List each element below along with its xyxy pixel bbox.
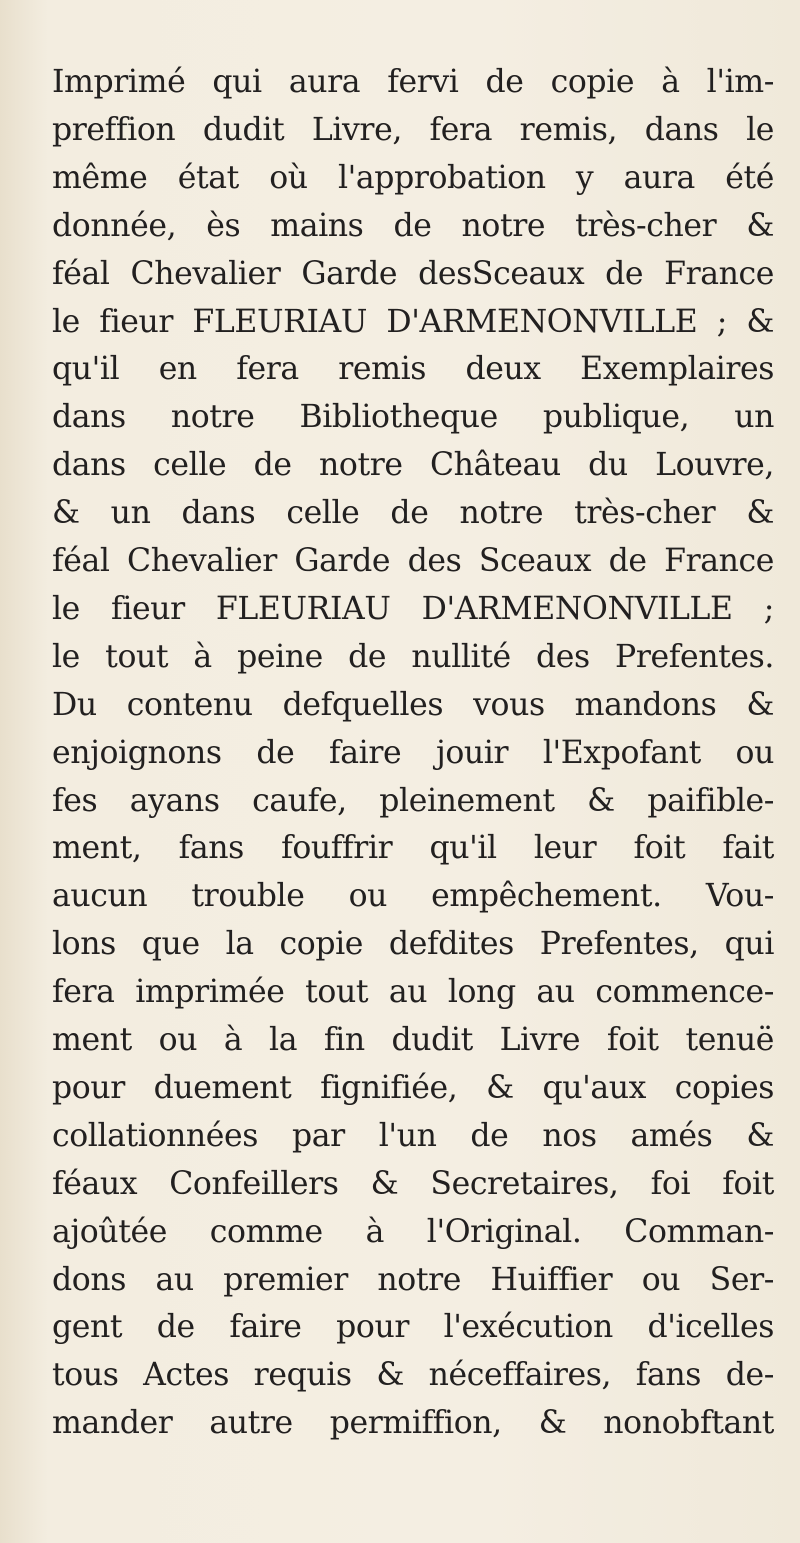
- text-line: & un dans celle de notre très-cher &: [52, 495, 774, 532]
- text-line: aucun trouble ou empêchement. Vou-: [52, 878, 774, 915]
- text-line: fes ayans caufe, pleinement & paifible-: [52, 782, 774, 819]
- text-line: preffion dudit Livre, fera remis, dans le: [52, 111, 774, 148]
- text-line: ment ou à la fin dudit Livre foit tenuë: [52, 1022, 774, 1058]
- text-line: féal Chevalier Garde desSceaux de France: [52, 255, 774, 292]
- text-line: Du contenu defquelles vous mandons &: [52, 686, 774, 723]
- text-line: dans notre Bibliotheque publique, un: [52, 399, 774, 436]
- text-line: collationnées par l'un de nos amés &: [52, 1117, 774, 1154]
- text-line: pour duement fignifiée, & qu'aux copies: [52, 1069, 774, 1106]
- text-line: le tout à peine de nullité des Prefentes.: [52, 638, 774, 675]
- text-line: fera imprimée tout au long au commence-: [52, 974, 774, 1011]
- text-line: enjoignons de faire jouir l'Expofant ou: [52, 734, 774, 771]
- text-line: dons au premier notre Huiffier ou Ser-: [52, 1261, 774, 1298]
- text-line: donnée, ès mains de notre très-cher &: [52, 207, 774, 244]
- text-line: qu'il en fera remis deux Exemplaires: [52, 351, 774, 388]
- text-line: même état où l'approbation y aura été: [52, 159, 774, 196]
- text-line: le fieur FLEURIAU D'ARMENONVILLE ;: [52, 590, 774, 627]
- text-line: ment, fans fouffrir qu'il leur foit fait: [52, 830, 774, 867]
- text-line: ajoûtée comme à l'Original. Comman-: [52, 1213, 774, 1250]
- text-line: mander autre permiffion, & nonobftant: [52, 1405, 774, 1442]
- text-line: féal Chevalier Garde des Sceaux de France: [52, 543, 774, 579]
- text-line: dans celle de notre Château du Louvre,: [52, 447, 774, 484]
- text-line: tous Actes requis & néceffaires, fans de-: [52, 1357, 774, 1394]
- text-line: le fieur FLEURIAU D'ARMENONVILLE ; &: [52, 303, 774, 340]
- text-line: lons que la copie defdites Prefentes, qui: [52, 926, 774, 963]
- text-line: Imprimé qui aura fervi de copie à l'im-: [52, 64, 774, 100]
- text-line: féaux Confeillers & Secretaires, foi foit: [52, 1165, 774, 1202]
- text-line: gent de faire pour l'exécution d'icelles: [52, 1309, 774, 1346]
